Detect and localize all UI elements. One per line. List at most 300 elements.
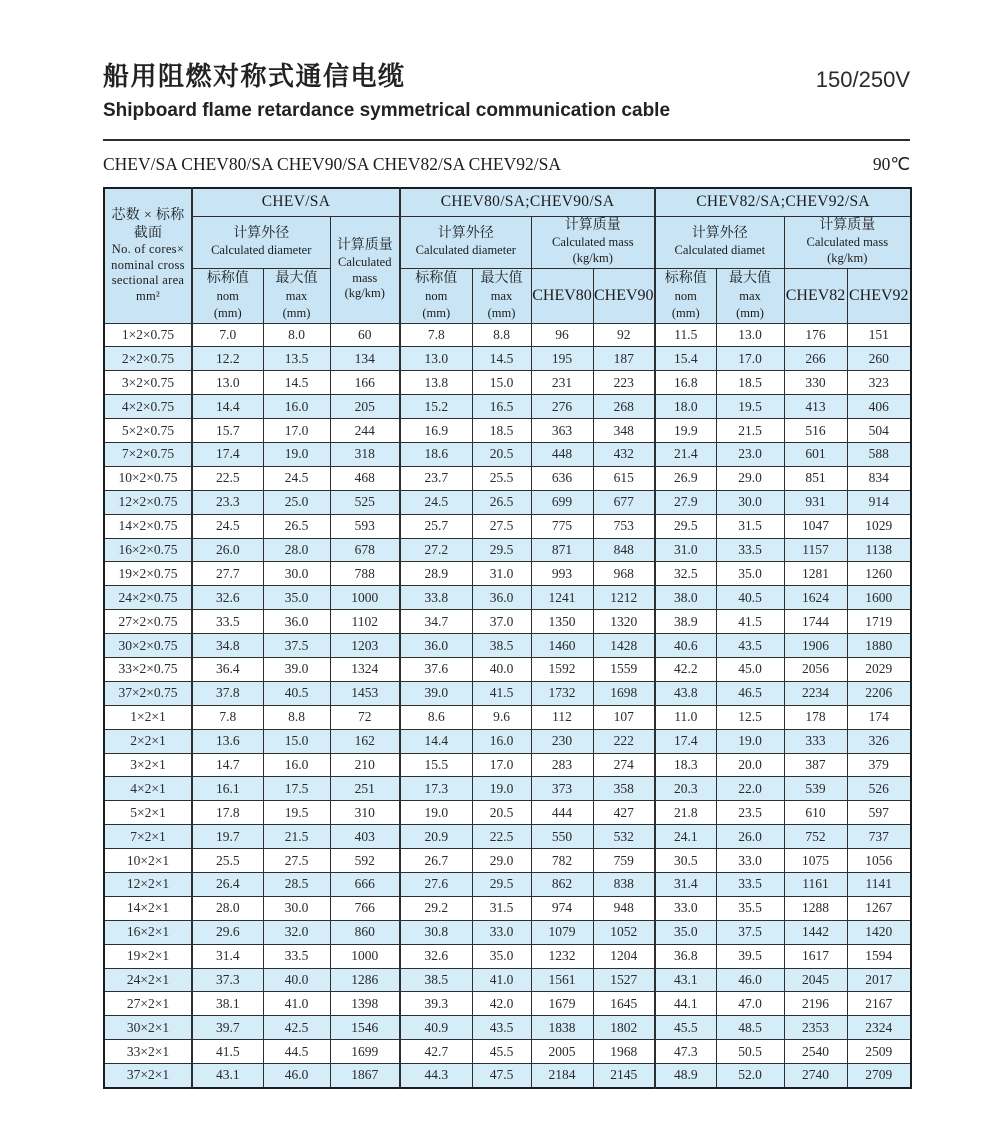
value-cell: 45.5 [655,1016,716,1040]
value-cell: 699 [531,490,593,514]
value-cell: 1000 [330,944,400,968]
value-cell: 40.0 [472,657,531,681]
row-label-cell: 37×2×1 [104,1064,192,1088]
value-cell: 223 [593,371,655,395]
value-cell: 788 [330,562,400,586]
value-cell: 373 [531,777,593,801]
value-cell: 20.5 [472,442,531,466]
value-cell: 38.1 [192,992,263,1016]
value-cell: 1744 [784,610,847,634]
value-cell: 41.0 [263,992,330,1016]
value-cell: 28.9 [400,562,472,586]
value-cell: 1056 [847,849,911,873]
value-cell: 363 [531,419,593,443]
model-list: CHEV/SA CHEV80/SA CHEV90/SA CHEV82/SA CHEV92/SA [103,154,561,174]
value-cell: 21.8 [655,801,716,825]
nom-unit-g1: (mm) [213,305,242,320]
group-header-chev-sa: CHEV/SA [192,188,400,216]
value-cell: 677 [593,490,655,514]
value-cell: 1453 [330,681,400,705]
value-cell: 39.3 [400,992,472,1016]
max-zh-g1: 最大值 [275,271,318,287]
value-cell: 36.0 [400,634,472,658]
value-cell: 1732 [531,681,593,705]
value-cell: 30.0 [263,896,330,920]
row-label-cell: 30×2×0.75 [104,634,192,658]
value-cell: 41.5 [472,681,531,705]
value-cell: 14.5 [472,347,531,371]
value-cell: 178 [784,705,847,729]
value-cell: 35.5 [716,896,784,920]
value-cell: 39.5 [716,944,784,968]
value-cell: 33.0 [472,920,531,944]
value-cell: 1802 [593,1016,655,1040]
value-cell: 174 [847,705,911,729]
table-row [104,777,911,801]
table-row [104,705,911,729]
value-cell: 47.3 [655,1040,716,1064]
value-cell: 19.9 [655,419,716,443]
value-cell: 26.9 [655,466,716,490]
value-cell: 36.8 [655,944,716,968]
mass-unit-g1: (kg/km) [344,286,385,301]
value-cell: 753 [593,514,655,538]
value-cell: 187 [593,347,655,371]
row-label-cell: 27×2×1 [104,992,192,1016]
value-cell: 17.0 [472,753,531,777]
table-row [104,920,911,944]
value-cell: 323 [847,371,911,395]
max-unit-g2: (mm) [487,305,516,320]
value-cell: 48.5 [716,1016,784,1040]
nom-unit-g3: (mm) [671,305,700,320]
value-cell: 20.3 [655,777,716,801]
mass-header-g2 [531,216,655,268]
value-cell: 19.0 [263,442,330,466]
table-row [104,729,911,753]
nom-en-g2: nom [425,289,448,304]
value-cell: 8.8 [472,323,531,347]
value-cell: 444 [531,801,593,825]
value-cell: 36.0 [263,610,330,634]
max-unit-g3: (mm) [736,305,764,320]
temperature-rating: 90℃ [872,154,910,174]
value-cell: 30.8 [400,920,472,944]
value-cell: 1867 [330,1064,400,1088]
value-cell: 41.5 [716,610,784,634]
value-cell: 13.8 [400,371,472,395]
value-cell: 7.8 [192,705,263,729]
value-cell: 38.9 [655,610,716,634]
value-cell: 37.8 [192,681,263,705]
value-cell: 251 [330,777,400,801]
value-cell: 38.5 [472,634,531,658]
value-cell: 1102 [330,610,400,634]
table-row [104,872,911,896]
nom-unit-g2: (mm) [422,305,451,320]
table-row [104,753,911,777]
row-label-cell: 2×2×0.75 [104,347,192,371]
value-cell: 39.0 [263,657,330,681]
value-cell: 2740 [784,1064,847,1088]
value-cell: 42.0 [472,992,531,1016]
diameter-en-g1: Calculated diameter [211,243,312,258]
value-cell: 29.5 [472,538,531,562]
row-label-cell: 16×2×0.75 [104,538,192,562]
row-label-cell: 19×2×1 [104,944,192,968]
value-cell: 1079 [531,920,593,944]
value-cell: 18.6 [400,442,472,466]
col-header-chev92: CHEV92 [847,268,911,323]
divider-line [103,139,910,141]
value-cell: 32.6 [192,586,263,610]
value-cell: 27.6 [400,872,472,896]
value-cell: 33.8 [400,586,472,610]
value-cell: 16.0 [263,395,330,419]
table-header [104,188,911,323]
value-cell: 40.0 [263,968,330,992]
value-cell: 31.0 [472,562,531,586]
value-cell: 1592 [531,657,593,681]
value-cell: 33.5 [716,872,784,896]
value-cell: 993 [531,562,593,586]
table-row [104,466,911,490]
value-cell: 41.5 [192,1040,263,1064]
value-cell: 36.4 [192,657,263,681]
value-cell: 37.5 [263,634,330,658]
value-cell: 1052 [593,920,655,944]
value-cell: 18.0 [655,395,716,419]
max-unit-g1: (mm) [282,305,311,320]
value-cell: 1880 [847,634,911,658]
col-header-chev82: CHEV82 [784,268,847,323]
value-cell: 16.1 [192,777,263,801]
value-cell: 610 [784,801,847,825]
diameter-header-g1 [192,216,330,268]
value-cell: 1260 [847,562,911,586]
value-cell: 1141 [847,872,911,896]
value-cell: 13.0 [716,323,784,347]
measure-header-row [104,216,911,268]
row-label-cell: 10×2×0.75 [104,466,192,490]
value-cell: 15.2 [400,395,472,419]
value-cell: 27.7 [192,562,263,586]
value-cell: 2056 [784,657,847,681]
value-cell: 550 [531,825,593,849]
value-cell: 25.5 [472,466,531,490]
value-cell: 26.5 [263,514,330,538]
group-header-chev82-92: CHEV82/SA;CHEV92/SA [655,188,911,216]
row-label-cell: 27×2×0.75 [104,610,192,634]
value-cell: 13.0 [192,371,263,395]
value-cell: 205 [330,395,400,419]
value-cell: 871 [531,538,593,562]
value-cell: 24.1 [655,825,716,849]
value-cell: 47.0 [716,992,784,1016]
mass-header-g1 [330,216,400,323]
table-row [104,1040,911,1064]
value-cell: 8.8 [263,705,330,729]
value-cell: 330 [784,371,847,395]
table-row [104,562,911,586]
value-cell: 17.0 [716,347,784,371]
value-cell: 8.6 [400,705,472,729]
value-cell: 17.4 [192,442,263,466]
mass-header-g3 [784,216,911,268]
value-cell: 46.0 [263,1064,330,1088]
table-row [104,1064,911,1088]
value-cell: 1460 [531,634,593,658]
value-cell: 33.5 [192,610,263,634]
value-cell: 50.5 [716,1040,784,1064]
table-row [104,395,911,419]
value-cell: 29.2 [400,896,472,920]
value-cell: 21.4 [655,442,716,466]
table-row [104,419,911,443]
value-cell: 25.0 [263,490,330,514]
value-cell: 40.5 [263,681,330,705]
value-cell: 448 [531,442,593,466]
value-cell: 16.8 [655,371,716,395]
value-cell: 274 [593,753,655,777]
value-cell: 29.0 [716,466,784,490]
value-cell: 31.4 [655,872,716,896]
value-cell: 33.5 [716,538,784,562]
value-cell: 24.5 [192,514,263,538]
value-cell: 21.5 [263,825,330,849]
row-label-cell: 24×2×0.75 [104,586,192,610]
value-cell: 948 [593,896,655,920]
value-cell: 7.8 [400,323,472,347]
value-cell: 592 [330,849,400,873]
value-cell: 30.5 [655,849,716,873]
value-cell: 27.5 [263,849,330,873]
value-cell: 588 [847,442,911,466]
value-cell: 326 [847,729,911,753]
row-label-cell: 1×2×1 [104,705,192,729]
value-cell: 195 [531,347,593,371]
max-header-g2 [472,268,531,323]
value-cell: 32.0 [263,920,330,944]
value-cell: 678 [330,538,400,562]
value-cell: 28.0 [192,896,263,920]
value-cell: 33.5 [263,944,330,968]
value-cell: 22.5 [192,466,263,490]
diameter-header-g3 [655,216,784,268]
value-cell: 1075 [784,849,847,873]
row-label-cell: 5×2×1 [104,801,192,825]
value-cell: 18.5 [472,419,531,443]
row-label-cell: 14×2×1 [104,896,192,920]
value-cell: 2709 [847,1064,911,1088]
value-cell: 1420 [847,920,911,944]
value-cell: 1029 [847,514,911,538]
value-cell: 432 [593,442,655,466]
row-label-cell: 4×2×1 [104,777,192,801]
value-cell: 22.0 [716,777,784,801]
value-cell: 1324 [330,657,400,681]
value-cell: 1561 [531,968,593,992]
value-cell: 29.6 [192,920,263,944]
nom-header-g2 [400,268,472,323]
value-cell: 20.0 [716,753,784,777]
value-cell: 1442 [784,920,847,944]
corner-header [104,188,192,323]
value-cell: 42.7 [400,1040,472,1064]
page-title-zh: 船用阻燃对称式通信电缆 [103,61,406,91]
table-row [104,490,911,514]
value-cell: 1157 [784,538,847,562]
value-cell: 2005 [531,1040,593,1064]
table-row [104,514,911,538]
value-cell: 1527 [593,968,655,992]
value-cell: 17.8 [192,801,263,825]
value-cell: 1617 [784,944,847,968]
value-cell: 29.5 [655,514,716,538]
value-cell: 1698 [593,681,655,705]
value-cell: 597 [847,801,911,825]
diameter-zh-g1: 计算外径 [233,226,290,242]
value-cell: 1161 [784,872,847,896]
value-cell: 23.0 [716,442,784,466]
value-cell: 35.0 [472,944,531,968]
value-cell: 43.1 [655,968,716,992]
value-cell: 276 [531,395,593,419]
value-cell: 666 [330,872,400,896]
value-cell: 1047 [784,514,847,538]
value-cell: 19.0 [716,729,784,753]
table-row [104,1016,911,1040]
value-cell: 387 [784,753,847,777]
row-label-cell: 3×2×0.75 [104,371,192,395]
value-cell: 12.5 [716,705,784,729]
value-cell: 42.2 [655,657,716,681]
value-cell: 31.5 [716,514,784,538]
value-cell: 27.9 [655,490,716,514]
mass-zh-g1: 计算质量 [336,237,393,253]
row-label-cell: 14×2×0.75 [104,514,192,538]
value-cell: 20.5 [472,801,531,825]
value-cell: 32.5 [655,562,716,586]
row-label-cell: 1×2×0.75 [104,323,192,347]
value-cell: 37.5 [716,920,784,944]
value-cell: 333 [784,729,847,753]
value-cell: 2167 [847,992,911,1016]
max-zh-g2: 最大值 [480,271,523,287]
value-cell: 636 [531,466,593,490]
value-cell: 46.5 [716,681,784,705]
value-cell: 15.7 [192,419,263,443]
value-cell: 1286 [330,968,400,992]
value-cell: 1645 [593,992,655,1016]
value-cell: 29.0 [472,849,531,873]
value-cell: 15.0 [263,729,330,753]
corner-en-line3: sectional area [111,273,185,288]
value-cell: 52.0 [716,1064,784,1088]
page-content [103,0,910,1089]
value-cell: 15.4 [655,347,716,371]
value-cell: 2234 [784,681,847,705]
value-cell: 17.4 [655,729,716,753]
value-cell: 968 [593,562,655,586]
value-cell: 13.6 [192,729,263,753]
value-cell: 35.0 [716,562,784,586]
table-row [104,634,911,658]
value-cell: 45.0 [716,657,784,681]
value-cell: 31.0 [655,538,716,562]
max-en-g2: max [490,289,513,304]
diameter-en-g3: Calculated diamet [674,243,766,258]
value-cell: 26.0 [192,538,263,562]
value-cell: 1204 [593,944,655,968]
row-label-cell: 30×2×1 [104,1016,192,1040]
value-cell: 1594 [847,944,911,968]
value-cell: 266 [784,347,847,371]
value-cell: 974 [531,896,593,920]
value-cell: 26.5 [472,490,531,514]
value-cell: 19.7 [192,825,263,849]
table-row [104,992,911,1016]
value-cell: 16.9 [400,419,472,443]
value-cell: 1679 [531,992,593,1016]
value-cell: 166 [330,371,400,395]
value-cell: 34.8 [192,634,263,658]
value-cell: 2045 [784,968,847,992]
value-cell: 1968 [593,1040,655,1064]
value-cell: 2184 [531,1064,593,1088]
table-row [104,586,911,610]
value-cell: 134 [330,347,400,371]
mass-zh-g3: 计算质量 [819,218,876,234]
value-cell: 2145 [593,1064,655,1088]
value-cell: 759 [593,849,655,873]
nom-zh-g3: 标称值 [664,271,707,287]
value-cell: 17.5 [263,777,330,801]
max-header-g3 [716,268,784,323]
row-label-cell: 16×2×1 [104,920,192,944]
mass-unit-g2: (kg/km) [572,251,613,266]
value-cell: 14.7 [192,753,263,777]
corner-en-line1: No. of cores× [111,242,185,256]
value-cell: 1719 [847,610,911,634]
nom-en-g1: nom [216,289,239,304]
value-cell: 17.0 [263,419,330,443]
mass-en2-g1: mass [352,270,378,285]
table-row [104,944,911,968]
value-cell: 413 [784,395,847,419]
value-cell: 40.9 [400,1016,472,1040]
max-en-g3: max [739,289,761,304]
row-label-cell: 33×2×1 [104,1040,192,1064]
value-cell: 176 [784,323,847,347]
table-row [104,681,911,705]
value-cell: 766 [330,896,400,920]
col-header-chev90: CHEV90 [593,268,655,323]
value-cell: 45.5 [472,1040,531,1064]
value-cell: 23.5 [716,801,784,825]
row-label-cell: 19×2×0.75 [104,562,192,586]
value-cell: 17.3 [400,777,472,801]
value-cell: 2017 [847,968,911,992]
value-cell: 1203 [330,634,400,658]
max-en-g1: max [285,289,308,304]
value-cell: 15.5 [400,753,472,777]
value-cell: 1559 [593,657,655,681]
value-cell: 107 [593,705,655,729]
value-cell: 1267 [847,896,911,920]
value-cell: 601 [784,442,847,466]
row-label-cell: 7×2×0.75 [104,442,192,466]
